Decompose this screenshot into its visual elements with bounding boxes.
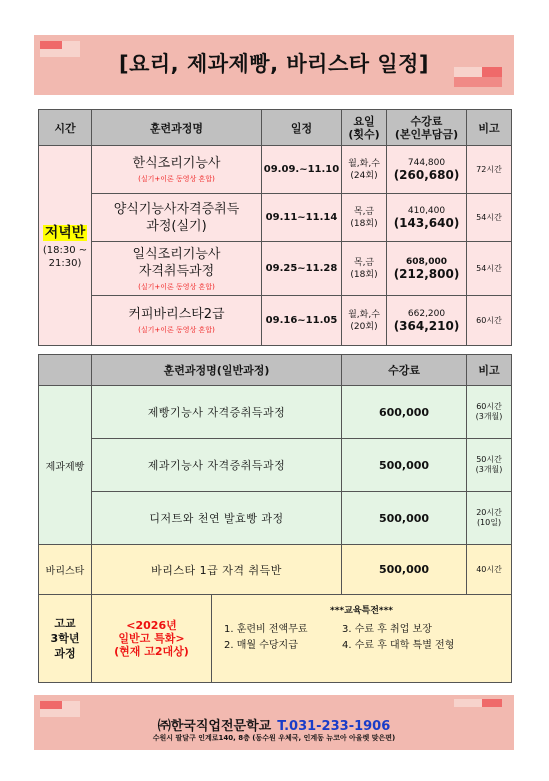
self-fee-value: (260,680) xyxy=(393,167,460,182)
fee-cell xyxy=(387,194,467,242)
col-header-course: 훈련과정명 xyxy=(92,110,262,146)
course-note: (실기+이론 동영상 혼합) xyxy=(138,282,215,291)
decor-block xyxy=(482,699,502,707)
table-row xyxy=(39,492,512,545)
remark-cell: 60시간 xyxy=(467,296,512,346)
col-header-remark: 비고 xyxy=(467,355,512,386)
school-info xyxy=(34,715,514,734)
course-name: 제빵기능사 자격증취득과정 xyxy=(92,386,342,439)
footer-banner xyxy=(34,695,514,750)
table-row xyxy=(39,545,512,595)
col-header-days: 요일 (횟수) xyxy=(342,110,387,146)
time-label: 저녁반 xyxy=(44,224,86,241)
table-header-row xyxy=(39,110,512,146)
fee-cell xyxy=(387,242,467,296)
header-banner xyxy=(34,35,514,95)
decor-block xyxy=(40,701,62,709)
fee-cell: 600,000 xyxy=(342,386,467,439)
benefit-item: 2. 매월 수당지급 xyxy=(224,640,298,651)
benefit-item: 4. 수료 후 대학 특별 전형 xyxy=(342,640,455,651)
table-header-row xyxy=(39,355,512,386)
schedule-cell: 09.25~11.28 xyxy=(262,242,342,296)
course-name: 제과기능사 자격증취득과정 xyxy=(92,439,342,492)
fee-value: 662,200 xyxy=(407,308,446,319)
days-cell: 월,화,수 (20회) xyxy=(342,296,387,346)
course-cell xyxy=(92,194,262,242)
course-name: 한식조리기능사 xyxy=(132,156,221,171)
col-header-time: 시간 xyxy=(39,110,92,146)
days-cell: 목,금 (18회) xyxy=(342,242,387,296)
schedule-cell: 09.16~11.05 xyxy=(262,296,342,346)
self-fee-value: (212,800) xyxy=(393,266,460,281)
course-name: 커피바리스타2급 xyxy=(128,307,225,322)
col-header-fee: 수강료 (본인부담금) xyxy=(387,110,467,146)
category-cell: 제과제빵 xyxy=(39,386,92,545)
self-fee-value: (364,210) xyxy=(393,318,460,333)
table-row xyxy=(39,595,512,683)
table-row xyxy=(39,439,512,492)
col-header-blank xyxy=(39,355,92,386)
benefit-item: 3. 수료 후 취업 보장 xyxy=(342,624,432,635)
remark-cell: 54시간 xyxy=(467,242,512,296)
table-row xyxy=(39,194,512,242)
address: 수원시 팔달구 인계로140, 8층 (동수원 우체국, 인계동 뉴코아 아울렛 맞은편) xyxy=(152,734,396,742)
col-header-schedule: 일정 xyxy=(262,110,342,146)
schedule-cell: 09.11~11.14 xyxy=(262,194,342,242)
table-row xyxy=(39,296,512,346)
fee-cell: 500,000 xyxy=(342,545,467,595)
decor-block xyxy=(454,699,482,707)
schedule-cell: 09.09.~11.10 xyxy=(262,146,342,194)
fee-cell: 500,000 xyxy=(342,439,467,492)
col-header-course: 훈련과정명(일반과정) xyxy=(92,355,342,386)
course-note: (실기+이론 동영상 혼합) xyxy=(138,326,215,334)
general-course-table xyxy=(38,354,512,683)
remark-cell: 60시간 (3개월) xyxy=(467,386,512,439)
course-name: 디저트와 천연 발효빵 과정 xyxy=(92,492,342,545)
remark-cell: 72시간 xyxy=(467,146,512,194)
page-title: [요리, 제과제빵, 바리스타 일정] xyxy=(118,52,429,76)
col-header-remark: 비고 xyxy=(467,110,512,146)
course-name: 바리스타 1급 자격 취득반 xyxy=(92,545,342,595)
fee-value: 410,400 xyxy=(407,205,446,216)
course-name: 일식조리기능사 자격취득과정 xyxy=(132,246,221,279)
days-cell: 목,금 (18회) xyxy=(342,194,387,242)
fee-value: 744,800 xyxy=(407,157,446,168)
days-cell: 월,화,수 (24회) xyxy=(342,146,387,194)
course-name: 양식기능사자격증취득 과정(실기) xyxy=(113,201,240,234)
table-row xyxy=(39,242,512,296)
table-row xyxy=(39,386,512,439)
course-cell xyxy=(92,146,262,194)
fee-cell xyxy=(387,146,467,194)
course-note: (실기+이론 동영상 혼합) xyxy=(138,175,215,183)
benefits-list xyxy=(212,622,511,654)
benefits-cell xyxy=(212,595,512,683)
time-cell xyxy=(39,146,92,346)
remark-cell: 50시간 (3개월) xyxy=(467,439,512,492)
col-header-fee: 수강료 xyxy=(342,355,467,386)
time-range: (18:30 ~ 21:30) xyxy=(42,244,88,269)
course-cell xyxy=(92,242,262,296)
school-name: ㈜한국직업전문학교 xyxy=(157,719,272,734)
table-row xyxy=(39,146,512,194)
fee-value: 608,000 xyxy=(406,256,447,267)
fee-cell xyxy=(387,296,467,346)
fee-cell: 500,000 xyxy=(342,492,467,545)
self-fee-value: (143,640) xyxy=(393,215,460,230)
remark-cell: 54시간 xyxy=(467,194,512,242)
category-cell: 고교 3학년 과정 xyxy=(39,595,92,683)
decor-block xyxy=(62,701,80,709)
benefits-title: ***교육특전*** xyxy=(330,606,394,616)
evening-schedule-table xyxy=(38,109,512,346)
decor-block xyxy=(454,77,502,87)
course-cell xyxy=(92,296,262,346)
remark-cell: 20시간 (10일) xyxy=(467,492,512,545)
phone-number[interactable]: T.031-233-1906 xyxy=(277,719,391,734)
category-cell: 바리스타 xyxy=(39,545,92,595)
benefit-item: 1. 훈련비 전액무료 xyxy=(224,624,308,635)
remark-cell: 40시간 xyxy=(467,545,512,595)
special-cell: <2026년 일반고 특화> (현재 고2대상) xyxy=(92,595,212,683)
